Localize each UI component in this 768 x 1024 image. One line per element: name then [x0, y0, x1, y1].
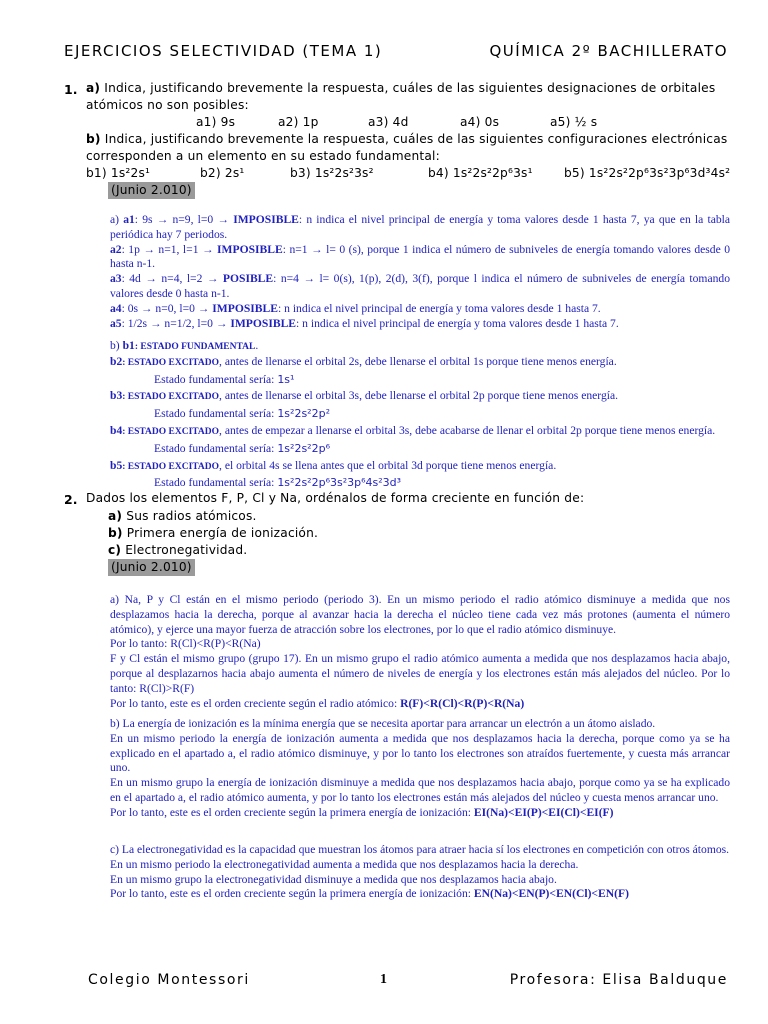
answer-a3: a3: 4d → n=4, l=2 → POSIBLE: n=4 → l= 0(s), 1(p), 2(d), 3(f), porque l indica el número de subniveles de energía tomando valores desde 0 hasta n-1.	[110, 272, 730, 300]
question-2c: c) Electronegatividad.	[108, 543, 248, 557]
question-number: 2.	[64, 492, 78, 507]
question-2a: a) Sus radios atómicos.	[108, 509, 257, 523]
answer-2a-p3: F y Cl están el mismo grupo (grupo 17). En un mismo grupo el radio atómico aumenta a medida que nos desplazamos hacia abajo, porque al desplazarnos hacia abajo aumenta el número de niveles de energía y los electrones están más alejados del núcleo. Por lo tanto: R(Cl)>R(F)	[110, 652, 730, 695]
option-a2: a2) 1p	[278, 115, 319, 129]
footer-teacher: Profesora: Elisa Balduque	[509, 972, 728, 988]
answer-a4: a4: 0s → n=0, l=0 → IMPOSIBLE: n indica el nivel principal de energía y toma valores desde 1 hasta 7.	[110, 301, 601, 315]
answer-b5-fundamental: Estado fundamental sería: 1s²2s²2p⁶3s²3p⁶4s²3d³	[154, 476, 402, 490]
answer-2c-p3: En un mismo grupo la electronegatividad disminuye a medida que nos desplazamos hacia abajo.	[110, 872, 557, 886]
header-title: EJERCICIOS SELECTIVIDAD (TEMA 1)	[64, 42, 383, 60]
answer-b2: b2: ESTADO EXCITADO, antes de llenarse el orbital 2s, debe llenarse el orbital 1s porque tiene menos energía.	[110, 354, 617, 368]
page-header	[64, 42, 728, 64]
option-b1: b1) 1s²2s¹	[86, 166, 151, 180]
answer-b4-fundamental: Estado fundamental sería: 1s²2s²2p⁶	[154, 441, 330, 455]
answer-2c-p2: En un mismo periodo la electronegatividad aumenta a medida que nos desplazamos hacia la derecha.	[110, 857, 579, 871]
answer-2a	[110, 593, 730, 711]
answer-2b-p3: En un mismo grupo la energía de ionización disminuye a medida que nos desplazamos hacia abajo, porque como ya se ha explicado en el apartado a, el radio atómico aumenta, y por lo tanto los electrones están más alejados del núcleo y cuesta menos arrancar uno.	[110, 776, 730, 804]
answer-b3-fundamental: Estado fundamental sería: 1s²2s²2p²	[154, 407, 330, 421]
answer-2a-p1: a) Na, P y Cl están en el mismo periodo (periodo 3). En un mismo periodo el radio atómico disminuye a medida que nos desplazamos hacia la derecha, porque al avanzar hacia la derecha el núcleo tiene cada vez más protones (aumenta el número atómico), y ejerce una mayor fuerza de atracción sobre los electrones, por lo que el radio atómico disminuye.	[110, 593, 730, 636]
question-1b-line1	[86, 131, 727, 148]
answer-2c-p4: Por lo tanto, este es el orden creciente según la primera energía de ionización: EN(Na)<EN(P)<EN(Cl)<EN(F)	[110, 887, 629, 901]
part-label: b)	[86, 132, 101, 146]
date-badge-2: (Junio 2.010)	[108, 559, 195, 576]
date-badge-1: (Junio 2.010)	[108, 182, 195, 199]
option-b4: b4) 1s²2s²2p⁶3s¹	[428, 166, 533, 180]
question-text: Indica, justificando brevemente la respuesta, cuáles de las siguientes designaciones de orbitales	[104, 81, 716, 95]
option-a4: a4) 0s	[460, 115, 500, 129]
answer-1b	[110, 339, 730, 491]
question-1b-line2: corresponden a un elemento en su estado fundamental:	[86, 149, 440, 163]
option-a5: a5) ½ s	[550, 115, 598, 129]
question-1a-line1	[86, 80, 715, 97]
page-number: 1	[380, 972, 387, 987]
answer-2b-p4: Por lo tanto, este es el orden creciente según la primera energía de ionización: EI(Na)<EI(P)<EI(Cl)<EI(F)	[110, 805, 614, 819]
answer-a2: a2: 1p → n=1, l=1 → IMPOSIBLE: n=1 → l= 0 (s), porque 1 indica el número de subniveles de energía tomando valores desde 0 hasta n-1.	[110, 242, 730, 271]
option-a1: a1) 9s	[196, 115, 236, 129]
option-b2: b2) 2s¹	[200, 166, 245, 180]
option-b5: b5) 1s²2s²2p⁶3s²3p⁶3d³4s²	[564, 166, 731, 180]
answer-a5: a5: 1/2s → n=1/2, l=0 → IMPOSIBLE: n indica el nivel principal de energía y toma valores desde 1 hasta 7.	[110, 316, 619, 330]
answer-2b-p2: En un mismo periodo la energía de ionización aumenta a medida que nos desplazamos hacia la derecha, porque como ya se ha explicado en el apartado a, el radio atómico disminuye, y por lo tanto los electrones son atraídos fuertemente, y cuesta más arrancar uno.	[110, 731, 730, 775]
answer-2b-p1: b) La energía de ionización es la mínima energía que se necesita aportar para arrancar un electrón a un átomo aislado.	[110, 717, 656, 730]
answer-1a	[110, 213, 730, 331]
answer-b4: b4: ESTADO EXCITADO, antes de empezar a llenarse el orbital 3s, debe acabarse de llenar el orbital 2p porque tiene menos energía.	[110, 423, 716, 437]
question-1a-line2: atómicos no son posibles:	[86, 98, 249, 112]
answer-b2-fundamental: Estado fundamental sería: 1s¹	[154, 372, 295, 386]
question-number: 1.	[64, 82, 78, 97]
answer-2b	[110, 717, 730, 821]
answer-b5: b5: ESTADO EXCITADO, el orbital 4s se llena antes que el orbital 3d porque tiene menos energía.	[110, 458, 557, 472]
answer-2a-p4: Por lo tanto, este es el orden creciente según el radio atómico: R(F)<R(Cl)<R(P)<R(Na)	[110, 696, 525, 710]
header-subject: QUÍMICA 2º BACHILLERATO	[489, 42, 728, 60]
footer-school: Colegio Montessori	[88, 972, 250, 988]
option-a3: a3) 4d	[368, 115, 409, 129]
part-label: a)	[86, 81, 101, 95]
answer-2c-p1: c) La electronegatividad es la capacidad que muestran los átomos para atraer hacia sí los electrones en competición con otros átomos.	[110, 843, 730, 856]
page-footer	[88, 972, 728, 992]
answer-a1: a) a1: 9s → n=9, l=0 → IMPOSIBLE: n indica el nivel principal de energía y toma valores desde 1 hasta 7, ya que en la tabla periódica hay 7 periodos.	[110, 213, 731, 241]
question-text: Indica, justificando brevemente la respuesta, cuáles de las siguientes configuraciones electrónicas	[104, 132, 728, 146]
option-b3: b3) 1s²2s²3s²	[290, 166, 374, 180]
answer-2c	[110, 843, 730, 902]
answer-b1: b) b1: ESTADO FUNDAMENTAL.	[110, 339, 259, 352]
answer-2a-p2: Por lo tanto: R(Cl)<R(P)<R(Na)	[110, 637, 261, 651]
question-2-text: Dados los elementos F, P, Cl y Na, ordénalos de forma creciente en función de:	[86, 491, 585, 505]
answer-b3: b3: ESTADO EXCITADO, antes de llenarse el orbital 3s, debe llenarse el orbital 2p porque tiene menos energía.	[110, 389, 619, 403]
question-2b: b) Primera energía de ionización.	[108, 526, 319, 540]
